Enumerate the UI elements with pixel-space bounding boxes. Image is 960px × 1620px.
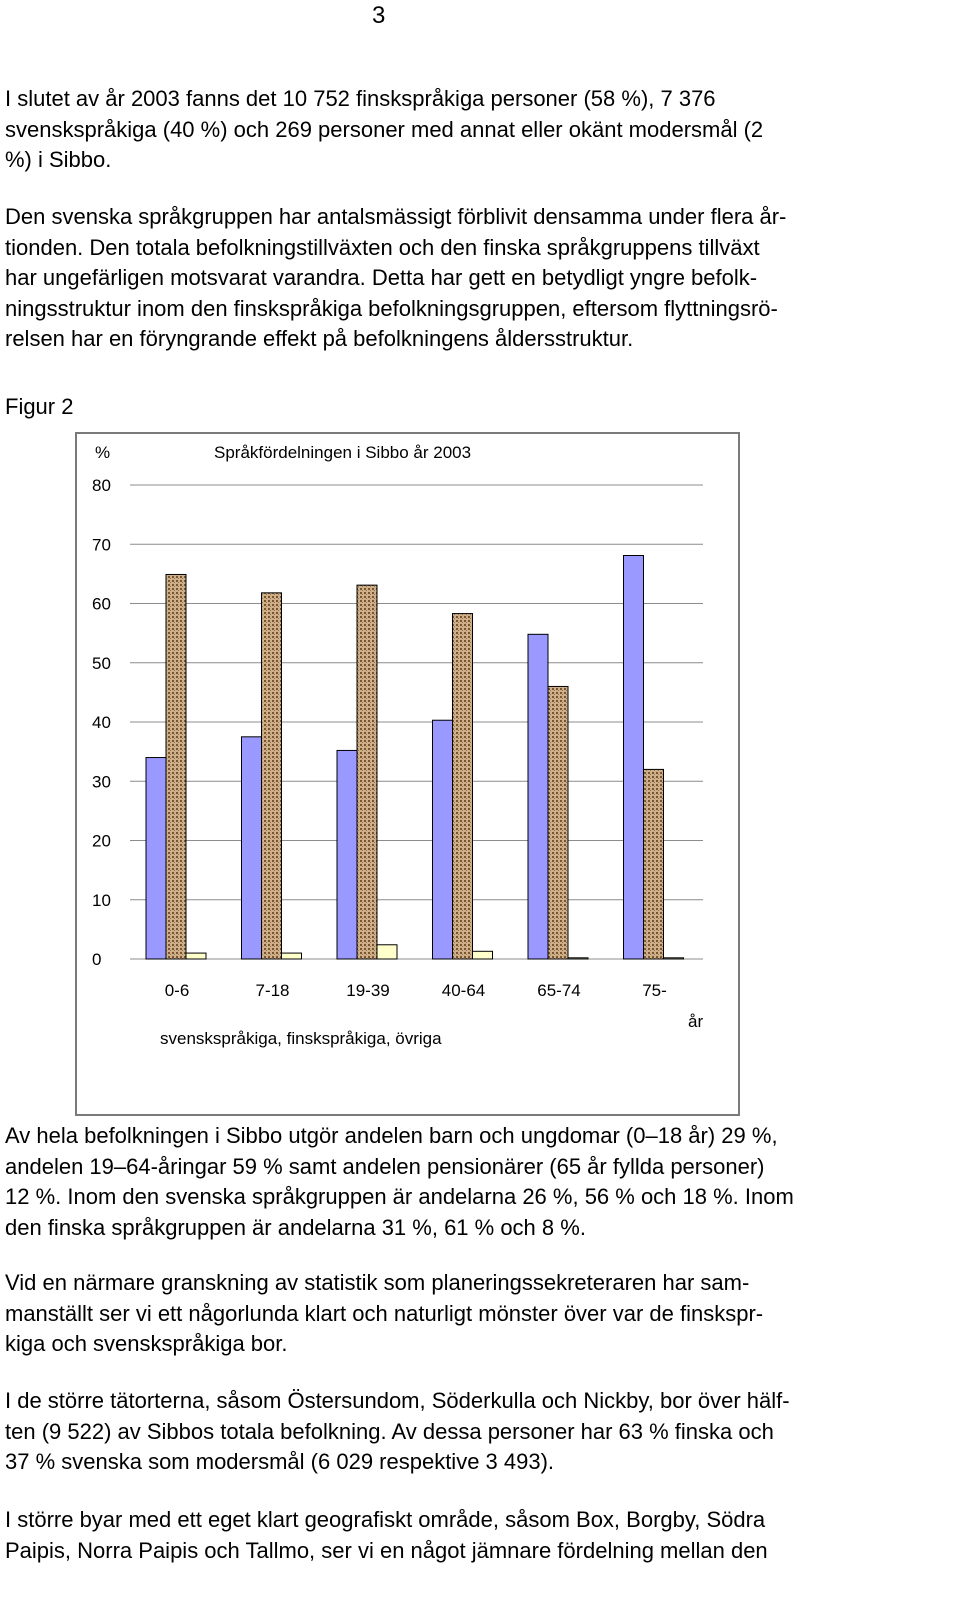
y-tick-label: 70: [92, 535, 111, 555]
y-tick-label: 30: [92, 772, 111, 792]
paragraph-5: I de större tätorterna, såsom Östersundom, Söderkulla och Nickby, bor över hälf- ten (9 522) av Sibbos totala befolkning. Av dessa personer har 63 % finska och 37 % svenska som modersmål (6 029 respektive 3 493).: [5, 1388, 790, 1474]
bar-svenskspråkiga-75-: [624, 556, 644, 959]
figure-label: Figur 2: [5, 394, 74, 419]
bar-finskspråkiga-65-74: [548, 686, 568, 959]
x-tick-label: 19-39: [346, 981, 390, 1000]
bar-finskspråkiga-0-6: [166, 574, 186, 959]
bar-övriga-7-18: [282, 953, 302, 959]
x-tick-label: 7-18: [255, 981, 290, 1000]
x-tick-label: 75-: [642, 981, 667, 1000]
x-axis-unit: år: [688, 1012, 704, 1031]
bar-finskspråkiga-19-39: [357, 585, 377, 959]
bar-svenskspråkiga-7-18: [242, 737, 262, 959]
paragraph-4: Vid en närmare granskning av statistik som planeringssekreteraren har sam- manställt ser vi ett någorlunda klart och naturligt mönster över var de finskspr- kiga och svenskspråkiga bor.: [5, 1270, 764, 1356]
y-tick-label: 50: [92, 653, 111, 673]
y-tick-label: 40: [92, 713, 111, 732]
x-tick-label: 40-64: [441, 981, 486, 1000]
paragraph-2: Den svenska språkgruppen har antalsmässigt förblivit densamma under flera år- tionden. Den totala befolkningstillväxten och den finska språkgruppens tillväxt har ungefärligen motsvarat varandra. Detta har gett en betydligt yngre befolk- ningsstruktur inom den finskspråkiga befolkningsgruppen, eftersom flyttningsrö- relsen har en föryngrande effekt på befolkningens åldersstruktur.: [5, 204, 787, 351]
y-tick-label: 60: [92, 594, 111, 614]
paragraph-1: I slutet av år 2003 fanns det 10 752 finskspråkiga personer (58 %), 7 376 svenskspråkiga (40 %) och 269 personer med annat eller okänt modersmål (2 %) i Sibbo.: [5, 86, 764, 172]
chart-title: Språkfördelningen i Sibbo år 2003: [214, 443, 472, 462]
paragraph-3: Av hela befolkningen i Sibbo utgör andelen barn och ungdomar (0–18 år) 29 %, andelen 19–64-åringar 59 % samt andelen pensionärer (65 år fyllda personer) 12 %. Inom den svenska språkgruppen är andelarna 26 %, 56 % och 18 %. Inom den finska språkgruppen är andelarna 31 %, 61 % och 8 %.: [5, 1123, 794, 1240]
paragraph-6: I större byar med ett eget klart geografiskt område, såsom Box, Borgby, Södra Paipis, Norra Paipis och Tallmo, ser vi en något jämnare fördelning mellan den: [5, 1507, 768, 1563]
y-tick-label: 80: [92, 476, 111, 495]
x-tick-label: 65-74: [537, 981, 581, 1000]
y-axis-label: %: [95, 443, 111, 462]
bar-svenskspråkiga-65-74: [528, 634, 548, 959]
bar-svenskspråkiga-19-39: [337, 750, 357, 959]
y-tick-label: 20: [92, 831, 111, 851]
bar-svenskspråkiga-40-64: [433, 720, 453, 959]
bar-övriga-65-74: [568, 958, 588, 959]
bar-övriga-40-64: [473, 951, 493, 959]
bar-övriga-19-39: [377, 945, 397, 959]
bar-övriga-0-6: [186, 953, 206, 959]
page-number: 3: [372, 2, 386, 29]
x-axis-label: svenskspråkiga, finskspråkiga, övriga: [160, 1029, 442, 1048]
x-tick-label: 0-6: [164, 981, 190, 1000]
y-tick-label: 0: [92, 950, 102, 969]
bar-finskspråkiga-75-: [644, 769, 664, 959]
bar-finskspråkiga-40-64: [453, 614, 473, 959]
bar-övriga-75-: [664, 958, 684, 959]
bar-svenskspråkiga-0-6: [146, 758, 166, 959]
y-tick-label: 10: [92, 890, 111, 910]
bar-finskspråkiga-7-18: [262, 593, 282, 959]
